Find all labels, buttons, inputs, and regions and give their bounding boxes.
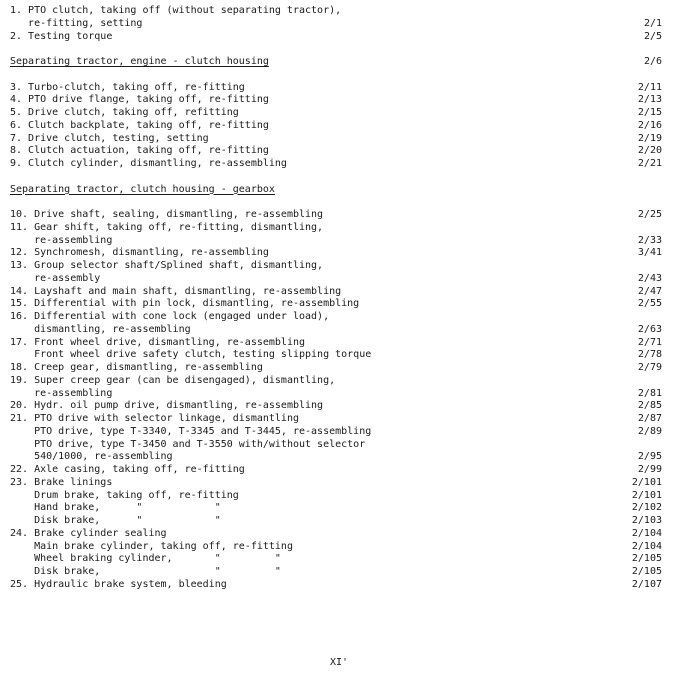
- page-number: XI': [330, 657, 349, 668]
- toc-entry-page-ref: 3/41: [637, 247, 662, 259]
- toc-entry-page-ref: 2/19: [637, 132, 662, 144]
- toc-entry: [0, 94, 697, 107]
- toc-entry-page-ref: 2/1: [643, 17, 662, 29]
- toc-entry-title: 5. Drive clutch, taking off, refitting: [10, 107, 239, 118]
- toc-entry: [0, 120, 697, 133]
- toc-entry-page-ref: 2/25: [637, 209, 662, 220]
- blank-line: [0, 171, 697, 184]
- toc-entry: [0, 107, 697, 120]
- toc-entry-page-ref: 2/55: [637, 298, 662, 310]
- toc-entry-page-ref: 2/103: [631, 515, 662, 526]
- toc-entry-title: 6. Clutch backplate, taking off, re-fitting: [10, 119, 269, 131]
- toc-entry: [0, 31, 697, 44]
- toc-entry: [0, 541, 697, 554]
- toc-entry-title: 10. Drive shaft, sealing, dismantling, re-assembling: [10, 209, 324, 220]
- toc-entry: [0, 426, 697, 439]
- section-heading: [0, 184, 697, 197]
- toc-entry-page-ref: 2/105: [631, 566, 662, 577]
- toc-entry-title: Front wheel drive safety clutch, testing slipping torque: [10, 349, 372, 361]
- toc-entry-page-ref: 2/104: [631, 527, 662, 539]
- toc-entry-page-ref: 2/101: [631, 476, 662, 488]
- toc-entry-title: 12. Synchromesh, dismantling, re-assembling: [10, 247, 269, 259]
- toc-entry: [0, 286, 697, 299]
- toc-entry-page-ref: 2/21: [637, 158, 662, 169]
- toc-entry: [0, 298, 697, 311]
- toc-entry: [0, 477, 697, 490]
- toc-entry-page-ref: 2/16: [637, 119, 662, 131]
- toc-entry-title: 14. Layshaft and main shaft, dismantling, re-assembling: [10, 285, 342, 297]
- toc-entry-page-ref: 2/5: [643, 30, 662, 42]
- toc-entry-page-ref: 2/105: [631, 553, 662, 565]
- toc-entry-title: 17. Front wheel drive, dismantling, re-assembling: [10, 336, 306, 348]
- toc-entry: [0, 158, 697, 171]
- toc-entry-title: 4. PTO drive flange, taking off, re-fitting: [10, 94, 269, 106]
- toc-entry: [0, 579, 697, 592]
- toc-entry-title: Separating tractor, engine - clutch housing: [10, 56, 269, 67]
- toc-entry: [0, 235, 697, 248]
- toc-entry-title: Separating tractor, clutch housing - gearbox: [10, 183, 275, 195]
- toc-entry: [0, 439, 697, 452]
- toc-entry-title: PTO drive, type T-3340, T-3345 and T-3445, re-assembling: [10, 425, 372, 437]
- toc-entry: [0, 273, 697, 286]
- toc-entry-title: Wheel braking cylinder, " ": [10, 553, 281, 565]
- toc-entry: [0, 388, 697, 401]
- toc-entry-page-ref: 2/15: [637, 107, 662, 118]
- toc-entry-title: 25. Hydraulic brake system, bleeding: [10, 578, 227, 590]
- toc-entry-page-ref: 2/102: [631, 502, 662, 514]
- toc-entry-title: 21. PTO drive with selector linkage, dismantling: [10, 413, 299, 424]
- toc-entry-page-ref: 2/89: [637, 425, 662, 437]
- toc-entry-page-ref: 2/87: [637, 413, 662, 424]
- toc-entry: [0, 490, 697, 503]
- toc-entry: [0, 451, 697, 464]
- toc-entry-page-ref: 2/101: [631, 489, 662, 501]
- toc-entry-title: 1. PTO clutch, taking off (without separating tractor),: [10, 5, 342, 16]
- toc-entry-page-ref: 2/79: [637, 362, 662, 373]
- toc-entry: [0, 145, 697, 158]
- toc-entry-title: 16. Differential with cone lock (engaged under load),: [10, 311, 330, 322]
- toc-entry-title: 20. Hydr. oil pump drive, dismantling, re-assembling: [10, 400, 324, 412]
- toc-entry-title: 22. Axle casing, taking off, re-fitting: [10, 464, 245, 475]
- toc-entry-title: Disk brake, " ": [10, 566, 281, 577]
- toc-entry-title: 8. Clutch actuation, taking off, re-fitting: [10, 145, 269, 157]
- toc-entry-page-ref: 2/78: [637, 349, 662, 361]
- toc-entry-page-ref: 2/6: [643, 56, 662, 67]
- toc-entry-page-ref: 2/47: [637, 285, 662, 297]
- toc-entry: [0, 324, 697, 337]
- toc-entry: [0, 413, 697, 426]
- toc-entry-page-ref: 2/107: [631, 578, 662, 590]
- toc-entry-page-ref: 2/43: [637, 272, 662, 284]
- toc-entry-title: 18. Creep gear, dismantling, re-assembling: [10, 362, 263, 373]
- toc-entry-title: 2. Testing torque: [10, 30, 113, 42]
- toc-entry: [0, 337, 697, 350]
- toc-entry-title: re-assembly: [10, 272, 101, 284]
- toc-entry: [0, 133, 697, 146]
- toc-entry-title: 540/1000, re-assembling: [10, 451, 173, 463]
- toc-entry-page-ref: 2/99: [637, 464, 662, 475]
- toc-entry: [0, 260, 697, 273]
- toc-entry: [0, 464, 697, 477]
- toc-entry-page-ref: 2/63: [637, 323, 662, 335]
- toc-entry-title: 15. Differential with pin lock, dismantling, re-assembling: [10, 298, 360, 310]
- toc-entry-page-ref: 2/85: [637, 400, 662, 412]
- toc-entry-title: 3. Turbo-clutch, taking off, re-fitting: [10, 81, 245, 93]
- toc-entry-page-ref: 2/33: [637, 234, 662, 246]
- toc-entry-title: Disk brake, " ": [10, 515, 221, 526]
- toc-entry: [0, 515, 697, 528]
- toc-entry: [0, 222, 697, 235]
- toc-entry: [0, 311, 697, 324]
- toc-entry-title: 11. Gear shift, taking off, re-fitting, dismantling,: [10, 221, 324, 233]
- toc-entry: [0, 18, 697, 31]
- toc-entry-title: 7. Drive clutch, testing, setting: [10, 132, 209, 144]
- toc-entry-title: 19. Super creep gear (can be disengaged), dismantling,: [10, 374, 336, 386]
- toc-entry-page-ref: 2/81: [637, 387, 662, 399]
- toc-entry-title: Drum brake, taking off, re-fitting: [10, 489, 239, 501]
- toc-entry: [0, 375, 697, 388]
- toc-entry-title: Hand brake, " ": [10, 502, 221, 514]
- toc-entry: [0, 349, 697, 362]
- toc-entry-page-ref: 2/20: [637, 145, 662, 157]
- toc-entry-title: 24. Brake cylinder sealing: [10, 527, 167, 539]
- toc-entry-title: PTO drive, type T-3450 and T-3550 with/without selector: [10, 438, 366, 450]
- toc-entry: [0, 209, 697, 222]
- toc-entry: [0, 247, 697, 260]
- toc-entry: [0, 5, 697, 18]
- toc-entry-title: 9. Clutch cylinder, dismantling, re-assembling: [10, 158, 287, 169]
- toc-entry-title: re-assembling: [10, 234, 113, 246]
- toc-entry: [0, 400, 697, 413]
- toc-entry-title: re-assembling: [10, 387, 113, 399]
- blank-line: [0, 196, 697, 209]
- toc-entry-page-ref: 2/11: [637, 81, 662, 93]
- toc-entry-page-ref: 2/13: [637, 94, 662, 106]
- toc-entry: [0, 82, 697, 95]
- section-heading: [0, 56, 697, 69]
- toc-entry: [0, 566, 697, 579]
- toc-entry-title: re-fitting, setting: [10, 17, 143, 29]
- blank-line: [0, 69, 697, 82]
- toc-entry-page-ref: 2/95: [637, 451, 662, 463]
- toc-entry-page-ref: 2/104: [631, 540, 662, 552]
- blank-line: [0, 43, 697, 56]
- toc-entry-title: dismantling, re-assembling: [10, 323, 191, 335]
- toc-entry: [0, 362, 697, 375]
- toc-entry: [0, 528, 697, 541]
- toc-entry: [0, 502, 697, 515]
- toc-entry-title: 13. Group selector shaft/Splined shaft, dismantling,: [10, 260, 324, 271]
- toc-entry: [0, 553, 697, 566]
- toc-entry-title: Main brake cylinder, taking off, re-fitting: [10, 540, 293, 552]
- toc-entry-title: 23. Brake linings: [10, 476, 113, 488]
- toc-entry-page-ref: 2/71: [637, 336, 662, 348]
